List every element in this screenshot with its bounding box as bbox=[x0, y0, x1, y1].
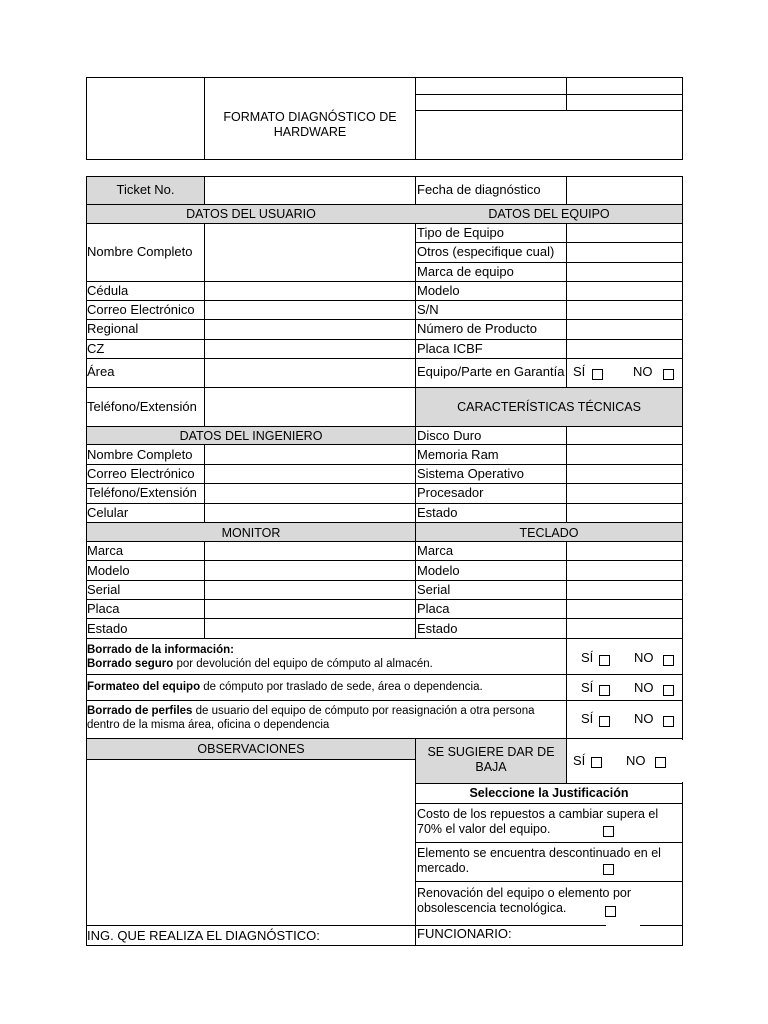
borrado-no-checkbox[interactable] bbox=[663, 655, 674, 666]
keyboard-row-label: Placa bbox=[417, 601, 450, 616]
engineer-row-label: Celular bbox=[87, 505, 129, 520]
warranty-yes-checkbox[interactable] bbox=[592, 369, 603, 380]
tech-row-label: Sistema Operativo bbox=[417, 466, 524, 481]
perfiles-text-1: de usuario del equipo de cómputo por reasignación a otra persona bbox=[192, 705, 535, 717]
warranty-yes-label: SÍ bbox=[573, 364, 586, 379]
justificacion-item-3 bbox=[417, 886, 631, 916]
equipment-row-label: Placa ICBF bbox=[417, 341, 483, 356]
equipment-row-label: Equipo/Parte en Garantía bbox=[417, 364, 565, 379]
user-row-label: Correo Electrónico bbox=[87, 302, 195, 317]
user-row-label: Cédula bbox=[87, 283, 129, 298]
justificacion-item-1 bbox=[417, 807, 658, 837]
equipment-row-label: Número de Producto bbox=[417, 321, 537, 336]
engineer-row-label: Teléfono/Extensión bbox=[87, 485, 197, 500]
baja-no-label: NO bbox=[626, 753, 646, 768]
diagnosis-date-label: Fecha de diagnóstico bbox=[417, 182, 541, 197]
perfiles-title: Borrado de perfiles bbox=[87, 705, 193, 717]
warranty-no-checkbox[interactable] bbox=[663, 369, 674, 380]
justificacion-item-2-checkbox[interactable] bbox=[603, 864, 614, 875]
perfiles-yes-checkbox[interactable] bbox=[599, 716, 610, 727]
equipment-row-label: Marca de equipo bbox=[417, 264, 514, 279]
engineer-row-label: Correo Electrónico bbox=[87, 466, 195, 481]
justificacion-item-3-checkbox[interactable] bbox=[605, 906, 616, 917]
equipment-row-label: Tipo de Equipo bbox=[417, 225, 504, 240]
perfiles-text-2: dentro de la misma área, oficina o dependencia bbox=[87, 719, 330, 731]
engineer-row-label: Nombre Completo bbox=[87, 447, 193, 462]
keyboard-section-title: TECLADO bbox=[519, 526, 579, 540]
borrado-info-title: Borrado de la información: bbox=[87, 644, 234, 656]
equipment-row-label: S/N bbox=[417, 302, 439, 317]
ticket-label: Ticket No. bbox=[116, 182, 175, 197]
monitor-row-label: Estado bbox=[87, 621, 128, 636]
formateo-title: Formateo del equipo bbox=[87, 681, 201, 693]
borrado-info-label bbox=[87, 643, 433, 671]
monitor-row-label: Serial bbox=[87, 582, 121, 597]
monitor-row-label: Placa bbox=[87, 601, 120, 616]
funcionario-signature-label: FUNCIONARIO: bbox=[417, 926, 512, 941]
user-row-label: Teléfono/Extensión bbox=[87, 399, 197, 414]
baja-label bbox=[416, 745, 566, 775]
monitor-row-label: Marca bbox=[87, 543, 124, 558]
baja-label-line2: BAJA bbox=[475, 760, 507, 774]
justificacion-item-1-line2: 70% el valor del equipo. bbox=[417, 822, 551, 836]
tech-row-label: Estado bbox=[417, 505, 458, 520]
user-row-label: CZ bbox=[87, 341, 105, 356]
warranty-no-label: NO bbox=[633, 364, 653, 379]
keyboard-row-label: Modelo bbox=[417, 563, 460, 578]
keyboard-row-label: Marca bbox=[417, 543, 454, 558]
tech-row-label: Procesador bbox=[417, 485, 484, 500]
user-row-label: Nombre Completo bbox=[87, 244, 193, 259]
justificacion-item-2-line1: Elemento se encuentra descontinuado en el bbox=[417, 846, 661, 860]
equipment-row-label: Otros (especifique cual) bbox=[417, 244, 555, 259]
justificacion-item-3-line1: Renovación del equipo o elemento por bbox=[417, 886, 632, 900]
engineer-section-title: DATOS DEL INGENIERO bbox=[179, 429, 323, 443]
tech-section-title: CARACTERÍSTICAS TÉCNICAS bbox=[457, 400, 641, 414]
baja-label-line1: SE SUGIERE DAR DE bbox=[427, 745, 555, 759]
justificacion-item-3-line2: obsolescencia tecnológica. bbox=[417, 901, 567, 915]
formateo-no-label: NO bbox=[634, 680, 654, 695]
formateo-text: de cómputo por traslado de sede, área o dependencia. bbox=[200, 681, 483, 693]
justificacion-item-1-checkbox[interactable] bbox=[603, 826, 614, 837]
borrado-yes-checkbox[interactable] bbox=[599, 655, 610, 666]
user-row-label: Regional bbox=[87, 321, 139, 336]
form-title-line1: FORMATO DIAGNÓSTICO DE bbox=[223, 110, 397, 124]
justificacion-title: Seleccione la Justificación bbox=[469, 786, 629, 800]
justificacion-item-2 bbox=[417, 846, 661, 876]
perfiles-label bbox=[87, 704, 535, 732]
observaciones-title: OBSERVACIONES bbox=[197, 742, 305, 756]
baja-yes-checkbox[interactable] bbox=[591, 757, 602, 768]
justificacion-item-2-line2: mercado. bbox=[417, 861, 470, 875]
formateo-no-checkbox[interactable] bbox=[663, 685, 674, 696]
formateo-yes-label: SÍ bbox=[581, 680, 594, 695]
borrado-seguro-text: por devolución del equipo de cómputo al almacén. bbox=[173, 658, 433, 670]
engineer-signature-label: ING. QUE REALIZA EL DIAGNÓSTICO: bbox=[87, 928, 320, 943]
baja-no-checkbox[interactable] bbox=[655, 757, 666, 768]
perfiles-no-label: NO bbox=[634, 711, 654, 726]
tech-row-label: Memoria Ram bbox=[417, 447, 499, 462]
borrado-seguro-title: Borrado seguro bbox=[87, 658, 174, 670]
user-section-title: DATOS DEL USUARIO bbox=[186, 207, 316, 221]
keyboard-row-label: Serial bbox=[417, 582, 451, 597]
formateo-label bbox=[87, 680, 483, 694]
baja-yes-label: SÍ bbox=[573, 753, 586, 768]
tech-row-label: Disco Duro bbox=[417, 428, 482, 443]
equipment-row-label: Modelo bbox=[417, 283, 460, 298]
perfiles-no-checkbox[interactable] bbox=[663, 716, 674, 727]
form-title bbox=[205, 110, 415, 140]
borrado-no-label: NO bbox=[634, 650, 654, 665]
monitor-row-label: Modelo bbox=[87, 563, 130, 578]
form-title-line2: HARDWARE bbox=[273, 125, 347, 139]
user-row-label: Área bbox=[87, 364, 115, 379]
keyboard-row-label: Estado bbox=[417, 621, 458, 636]
monitor-section-title: MONITOR bbox=[221, 526, 281, 540]
justificacion-item-1-line1: Costo de los repuestos a cambiar supera el bbox=[417, 807, 659, 821]
perfiles-yes-label: SÍ bbox=[581, 711, 594, 726]
equipment-section-title: DATOS DEL EQUIPO bbox=[488, 207, 610, 221]
formateo-yes-checkbox[interactable] bbox=[599, 685, 610, 696]
borrado-yes-label: SÍ bbox=[581, 650, 594, 665]
